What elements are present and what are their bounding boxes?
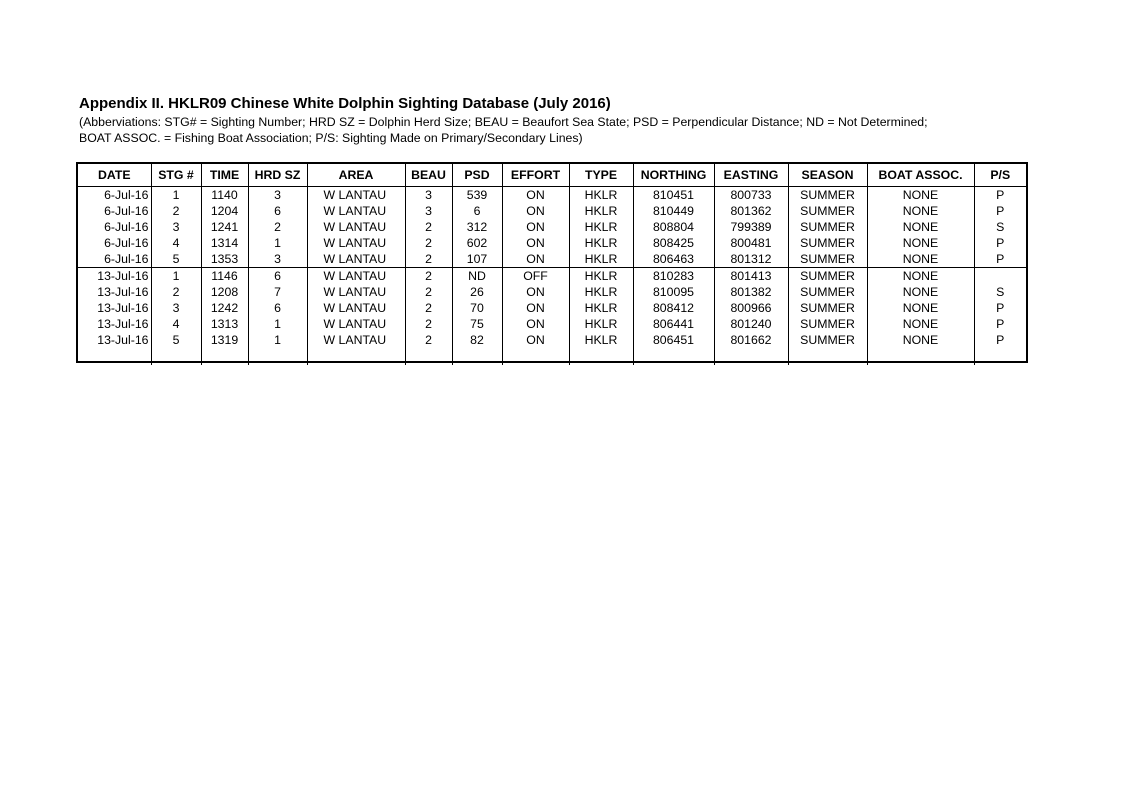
- cell-beau: 2: [405, 219, 452, 235]
- cell-psd: 602: [452, 235, 502, 251]
- cell-area: W LANTAU: [307, 268, 405, 285]
- sighting-table: [78, 164, 1026, 365]
- cell-season: SUMMER: [788, 235, 867, 251]
- cell-ps: P: [974, 251, 1026, 268]
- cell-date: 6-Jul-16: [104, 188, 149, 202]
- cell-ps: P: [974, 316, 1026, 332]
- table-row: [78, 268, 1026, 285]
- cell-type: HKLR: [569, 268, 633, 285]
- cell-boat-assoc: NONE: [867, 316, 974, 332]
- cell-effort: ON: [502, 300, 569, 316]
- cell-hrd-sz: 6: [248, 268, 307, 285]
- cell-stg: 1: [151, 268, 201, 285]
- cell-effort: ON: [502, 332, 569, 348]
- cell-season: SUMMER: [788, 284, 867, 300]
- cell-northing: 806463: [633, 251, 714, 268]
- cell-ps: P: [974, 332, 1026, 348]
- cell-area: W LANTAU: [307, 300, 405, 316]
- table-row: [78, 219, 1026, 235]
- cell-date: 13-Jul-16: [78, 268, 151, 285]
- table-body: [78, 187, 1026, 366]
- cell-easting: 800733: [714, 187, 788, 204]
- cell-date: 13-Jul-16: [97, 317, 149, 331]
- cell-date: 13-Jul-16: [97, 285, 149, 299]
- column-header-type: TYPE: [569, 164, 633, 187]
- cell-easting: 801382: [714, 284, 788, 300]
- cell-time: 1314: [201, 235, 248, 251]
- cell-date: 6-Jul-16: [104, 252, 149, 266]
- cell-boat-assoc: NONE: [867, 300, 974, 316]
- table-row: [78, 203, 1026, 219]
- cell-type: HKLR: [569, 332, 633, 348]
- cell-ps: [974, 268, 1026, 285]
- cell-type: HKLR: [569, 203, 633, 219]
- cell-beau: 2: [405, 316, 452, 332]
- column-header-ps: P/S: [974, 164, 1026, 187]
- filler-cell: [248, 348, 307, 365]
- cell-psd: 539: [452, 187, 502, 204]
- cell-date: 6-Jul-16: [104, 220, 149, 234]
- cell-northing: 810283: [633, 268, 714, 285]
- cell-effort: ON: [502, 316, 569, 332]
- filler-cell: [201, 348, 248, 365]
- filler-cell: [151, 348, 201, 365]
- table-row: [78, 251, 1026, 268]
- filler-cell: [78, 348, 151, 365]
- cell-stg: 1: [151, 187, 201, 204]
- cell-time: 1319: [201, 332, 248, 348]
- cell-effort: ON: [502, 187, 569, 204]
- cell-type: HKLR: [569, 235, 633, 251]
- cell-area: W LANTAU: [307, 251, 405, 268]
- cell-hrd-sz: 3: [248, 251, 307, 268]
- cell-effort: ON: [502, 235, 569, 251]
- table-filler-row: [78, 348, 1026, 365]
- filler-cell: [714, 348, 788, 365]
- column-header-date: DATE: [78, 164, 151, 187]
- cell-type: HKLR: [569, 187, 633, 204]
- cell-northing: 810449: [633, 203, 714, 219]
- column-header-stg: STG #: [151, 164, 201, 187]
- cell-beau: 3: [405, 187, 452, 204]
- table-row: [78, 300, 1026, 316]
- cell-hrd-sz: 1: [248, 316, 307, 332]
- filler-cell: [569, 348, 633, 365]
- cell-date: 13-Jul-16: [97, 333, 149, 347]
- cell-boat-assoc: NONE: [867, 251, 974, 268]
- cell-season: SUMMER: [788, 187, 867, 204]
- cell-beau: 2: [405, 251, 452, 268]
- cell-hrd-sz: 1: [248, 332, 307, 348]
- cell-effort: ON: [502, 251, 569, 268]
- cell-beau: 2: [405, 268, 452, 285]
- cell-area: W LANTAU: [307, 187, 405, 204]
- cell-stg: 5: [151, 332, 201, 348]
- cell-hrd-sz: 6: [248, 300, 307, 316]
- cell-beau: 2: [405, 332, 452, 348]
- cell-area: W LANTAU: [307, 203, 405, 219]
- abbreviations-note: [79, 114, 979, 146]
- cell-area: W LANTAU: [307, 219, 405, 235]
- cell-beau: 2: [405, 300, 452, 316]
- cell-psd: 70: [452, 300, 502, 316]
- cell-boat-assoc: NONE: [867, 268, 974, 285]
- cell-boat-assoc: NONE: [867, 203, 974, 219]
- cell-northing: 808412: [633, 300, 714, 316]
- cell-boat-assoc: NONE: [867, 332, 974, 348]
- cell-easting: 801312: [714, 251, 788, 268]
- cell-ps: P: [974, 203, 1026, 219]
- cell-easting: 801413: [714, 268, 788, 285]
- cell-ps: P: [974, 300, 1026, 316]
- cell-northing: 808425: [633, 235, 714, 251]
- cell-hrd-sz: 3: [248, 187, 307, 204]
- filler-cell: [788, 348, 867, 365]
- cell-northing: 810095: [633, 284, 714, 300]
- cell-area: W LANTAU: [307, 332, 405, 348]
- cell-psd: 107: [452, 251, 502, 268]
- column-header-psd: PSD: [452, 164, 502, 187]
- cell-type: HKLR: [569, 251, 633, 268]
- column-header-hrd-sz: HRD SZ: [248, 164, 307, 187]
- cell-stg: 4: [151, 316, 201, 332]
- cell-time: 1208: [201, 284, 248, 300]
- cell-area: W LANTAU: [307, 316, 405, 332]
- filler-cell: [633, 348, 714, 365]
- cell-easting: 800481: [714, 235, 788, 251]
- cell-time: 1353: [201, 251, 248, 268]
- cell-type: HKLR: [569, 284, 633, 300]
- cell-psd: 75: [452, 316, 502, 332]
- cell-stg: 5: [151, 251, 201, 268]
- cell-effort: ON: [502, 284, 569, 300]
- filler-cell: [502, 348, 569, 365]
- table-row: [78, 235, 1026, 251]
- cell-hrd-sz: 1: [248, 235, 307, 251]
- cell-type: HKLR: [569, 316, 633, 332]
- column-header-area: AREA: [307, 164, 405, 187]
- column-header-beau: BEAU: [405, 164, 452, 187]
- cell-time: 1146: [201, 268, 248, 285]
- cell-boat-assoc: NONE: [867, 187, 974, 204]
- cell-ps: S: [974, 219, 1026, 235]
- cell-boat-assoc: NONE: [867, 235, 974, 251]
- filler-cell: [867, 348, 974, 365]
- table-header-row: [78, 164, 1026, 187]
- filler-cell: [405, 348, 452, 365]
- cell-hrd-sz: 2: [248, 219, 307, 235]
- cell-psd: 82: [452, 332, 502, 348]
- cell-season: SUMMER: [788, 300, 867, 316]
- column-header-effort: EFFORT: [502, 164, 569, 187]
- cell-northing: 806451: [633, 332, 714, 348]
- cell-area: W LANTAU: [307, 235, 405, 251]
- cell-psd: 6: [452, 203, 502, 219]
- column-header-time: TIME: [201, 164, 248, 187]
- cell-season: SUMMER: [788, 268, 867, 285]
- cell-easting: 801362: [714, 203, 788, 219]
- cell-date: 13-Jul-16: [97, 301, 149, 315]
- cell-psd: 26: [452, 284, 502, 300]
- table-row: [78, 187, 1026, 204]
- cell-beau: 2: [405, 235, 452, 251]
- table-row: [78, 316, 1026, 332]
- table-row: [78, 332, 1026, 348]
- cell-easting: 801240: [714, 316, 788, 332]
- cell-effort: ON: [502, 203, 569, 219]
- cell-psd: ND: [452, 268, 502, 285]
- cell-time: 1241: [201, 219, 248, 235]
- cell-date: 6-Jul-16: [104, 236, 149, 250]
- sighting-table-frame: [76, 162, 1028, 363]
- cell-effort: OFF: [502, 268, 569, 285]
- cell-stg: 4: [151, 235, 201, 251]
- cell-northing: 808804: [633, 219, 714, 235]
- cell-area: W LANTAU: [307, 284, 405, 300]
- cell-easting: 799389: [714, 219, 788, 235]
- cell-psd: 312: [452, 219, 502, 235]
- cell-time: 1313: [201, 316, 248, 332]
- cell-season: SUMMER: [788, 219, 867, 235]
- cell-season: SUMMER: [788, 316, 867, 332]
- cell-northing: 806441: [633, 316, 714, 332]
- filler-cell: [307, 348, 405, 365]
- cell-season: SUMMER: [788, 203, 867, 219]
- cell-type: HKLR: [569, 300, 633, 316]
- cell-boat-assoc: NONE: [867, 284, 974, 300]
- cell-beau: 2: [405, 284, 452, 300]
- cell-time: 1242: [201, 300, 248, 316]
- column-header-boat-assoc: BOAT ASSOC.: [867, 164, 974, 187]
- column-header-easting: EASTING: [714, 164, 788, 187]
- table-row: [78, 284, 1026, 300]
- cell-stg: 2: [151, 203, 201, 219]
- cell-easting: 800966: [714, 300, 788, 316]
- cell-season: SUMMER: [788, 332, 867, 348]
- cell-stg: 3: [151, 219, 201, 235]
- cell-effort: ON: [502, 219, 569, 235]
- filler-cell: [452, 348, 502, 365]
- cell-type: HKLR: [569, 219, 633, 235]
- column-header-northing: NORTHING: [633, 164, 714, 187]
- cell-northing: 810451: [633, 187, 714, 204]
- abbreviations-line-1: (Abberviations: STG# = Sighting Number; HRD SZ = Dolphin Herd Size; BEAU = Beaufort Sea State; PSD = Perpendicular Distance; ND = Not Determined;: [79, 115, 928, 129]
- cell-stg: 2: [151, 284, 201, 300]
- cell-ps: S: [974, 284, 1026, 300]
- cell-hrd-sz: 7: [248, 284, 307, 300]
- cell-boat-assoc: NONE: [867, 219, 974, 235]
- cell-time: 1204: [201, 203, 248, 219]
- cell-season: SUMMER: [788, 251, 867, 268]
- cell-easting: 801662: [714, 332, 788, 348]
- cell-date: 6-Jul-16: [104, 204, 149, 218]
- cell-ps: P: [974, 235, 1026, 251]
- abbreviations-line-2: BOAT ASSOC. = Fishing Boat Association; P/S: Sighting Made on Primary/Secondary Lines): [79, 131, 583, 145]
- filler-cell: [974, 348, 1026, 365]
- cell-time: 1140: [201, 187, 248, 204]
- cell-ps: P: [974, 187, 1026, 204]
- page-title: Appendix II. HKLR09 Chinese White Dolphin Sighting Database (July 2016): [79, 95, 611, 112]
- cell-stg: 3: [151, 300, 201, 316]
- cell-beau: 3: [405, 203, 452, 219]
- cell-hrd-sz: 6: [248, 203, 307, 219]
- column-header-season: SEASON: [788, 164, 867, 187]
